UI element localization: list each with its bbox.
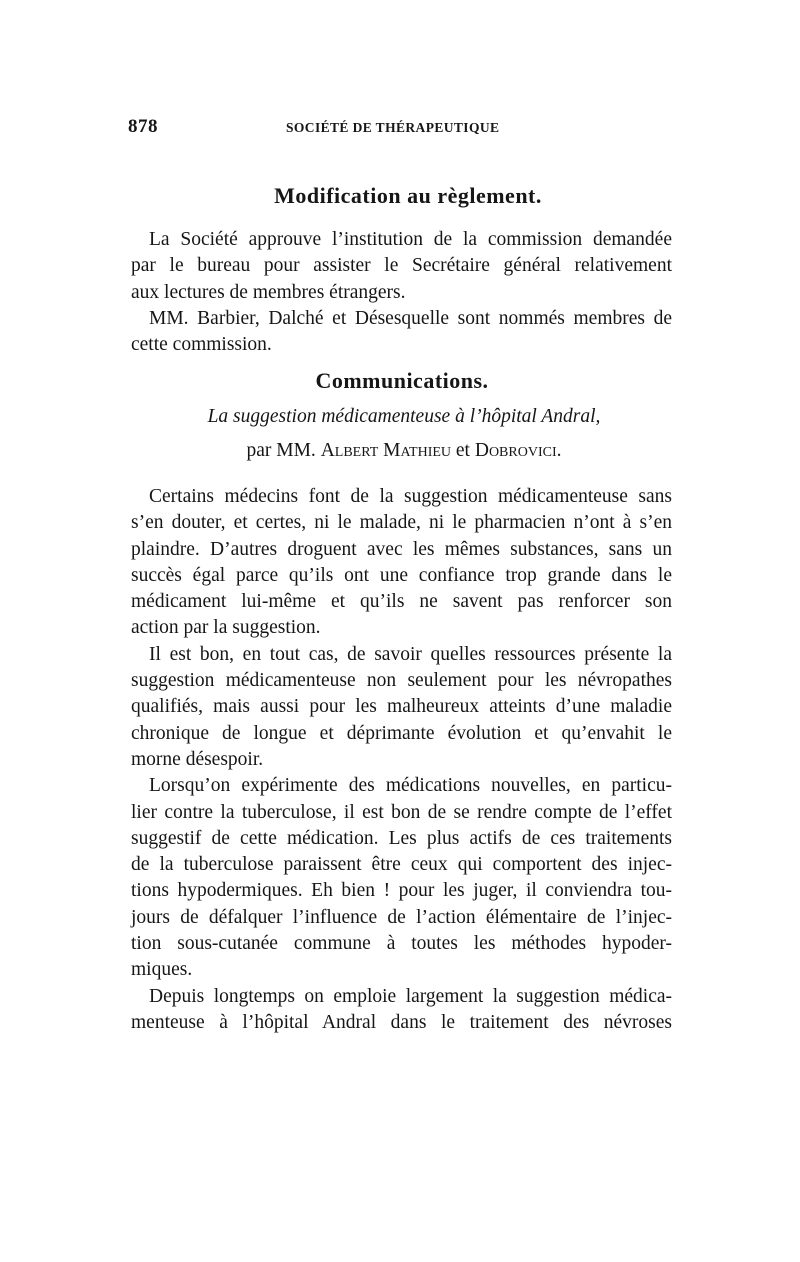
text-line: tions hypodermiques. Eh bien ! pour les juger, il conviendra tou- bbox=[131, 880, 672, 902]
text-line: succès égal parce qu’ils ont une confiance trop grande dans le bbox=[131, 564, 672, 586]
section-heading-communications: Communications. bbox=[315, 368, 489, 393]
text-line: tion sous-cutanée commune à toutes les méthodes hypoder- bbox=[131, 933, 672, 955]
running-title: SOCIÉTÉ DE THÉRAPEUTIQUE bbox=[286, 120, 500, 135]
section-modification-text bbox=[131, 227, 672, 358]
text-line: Certains médecins font de la suggestion médicamenteuse sans bbox=[149, 486, 672, 507]
text-line: chronique de longue et déprimante évolution et qu’envahit le bbox=[131, 722, 672, 744]
text-line: Il est bon, en tout cas, de savoir quelles ressources présente la bbox=[149, 643, 672, 665]
text-line: qualifiés, mais aussi pour les malheureux atteints d’une maladie bbox=[131, 696, 672, 718]
text-line: jours de défalquer l’influence de l’action élémentaire de l’injec- bbox=[131, 906, 672, 928]
text-line: suggestif de cette médication. Les plus actifs de ces traitements bbox=[131, 827, 672, 849]
article-body bbox=[131, 484, 672, 1036]
text-line: morne désespoir. bbox=[131, 748, 264, 770]
text-line: miques. bbox=[131, 959, 193, 981]
article-authors bbox=[0, 440, 800, 462]
authors-prefix: par MM. bbox=[246, 440, 316, 461]
text-line: s’en douter, et certes, ni le malade, ni le pharmacien n’ont à s’en bbox=[131, 512, 672, 534]
article-title: La suggestion médicamenteuse à l’hôpital Andral, bbox=[207, 406, 601, 427]
author-name: Dobrovici. bbox=[474, 440, 562, 461]
text-line: aux lectures de membres étrangers. bbox=[131, 281, 406, 303]
text-line: par le bureau pour assister le Secrétaire général relativement bbox=[131, 255, 672, 277]
text-line: MM. Barbier, Dalché et Désesquelle sont nommés membres de bbox=[149, 307, 672, 329]
text-line: plaindre. D’autres droguent avec les mêmes substances, sans un bbox=[131, 538, 672, 560]
text-line: Depuis longtemps on emploie largement la suggestion médica- bbox=[149, 985, 672, 1007]
text-line: suggestion médicamenteuse non seulement pour les névropathes bbox=[131, 670, 672, 692]
page-number: 878 bbox=[128, 116, 158, 137]
text-line: médicament lui-même et qu’ils ne savent pas renforcer son bbox=[131, 591, 672, 613]
text-line: La Société approuve l’institution de la commission demandée bbox=[149, 229, 672, 250]
text-line: Lorsqu’on expérimente des médications nouvelles, en particu- bbox=[149, 775, 672, 797]
text-line: lier contre la tuberculose, il est bon de se rendre compte de l’effet bbox=[131, 801, 672, 823]
text-line: cette commission. bbox=[131, 334, 272, 356]
text-line: de la tuberculose paraissent être ceux qui comportent des injec- bbox=[131, 854, 672, 876]
authors-conjunction: et bbox=[455, 440, 470, 461]
running-head bbox=[128, 116, 674, 140]
text-line: action par la suggestion. bbox=[131, 617, 321, 639]
author-name: Albert Mathieu bbox=[320, 440, 452, 461]
section-heading-modification: Modification au règlement. bbox=[274, 183, 542, 208]
text-line: menteuse à l’hôpital Andral dans le traitement des névroses bbox=[131, 1011, 672, 1033]
